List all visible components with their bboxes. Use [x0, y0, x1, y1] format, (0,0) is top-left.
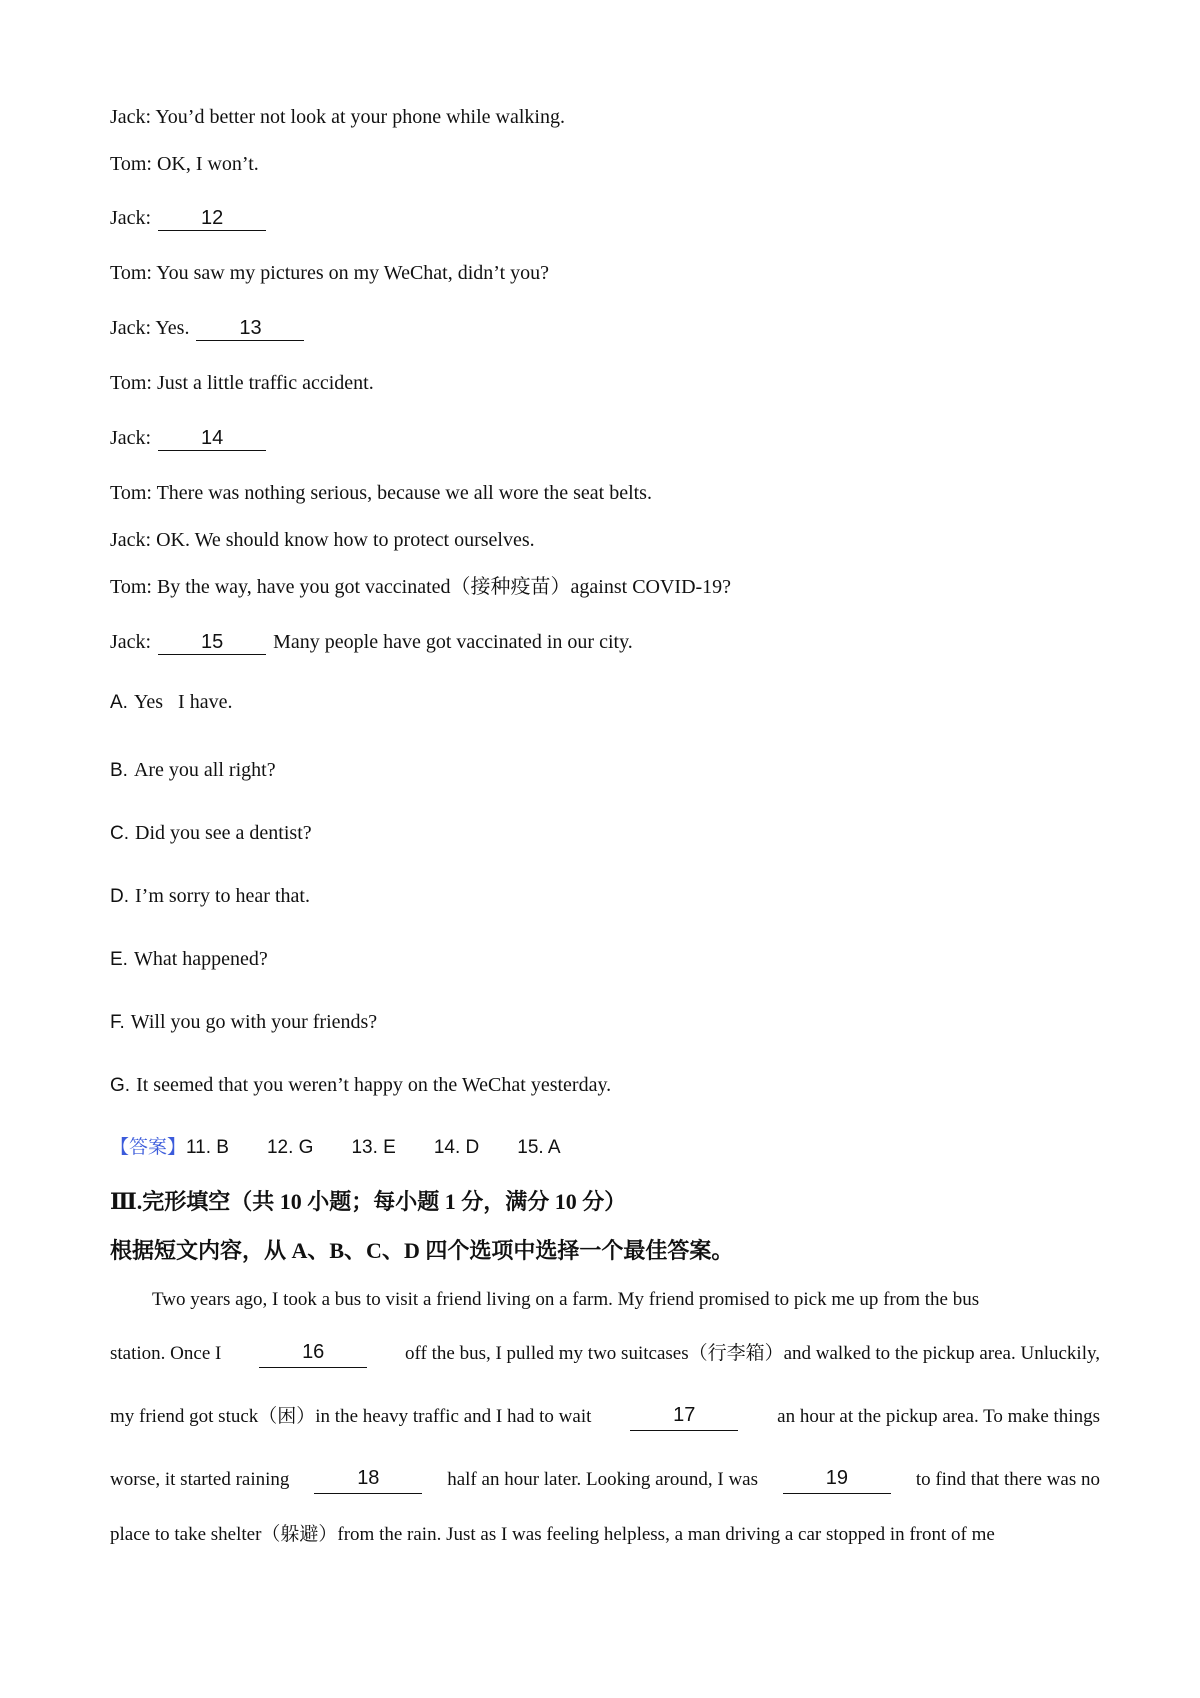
speaker: Tom: [110, 153, 152, 175]
option-d [110, 882, 310, 911]
option-f [110, 1008, 377, 1037]
section-instruction: 根据短文内容，从 A、B、C、D 四个选项中选择一个最佳答案。 [110, 1238, 734, 1263]
dialogue-line-2 [110, 150, 259, 178]
option-text: Will you go with your friends? [130, 1011, 378, 1033]
dialogue-line-5 [110, 314, 306, 342]
option-text: I’m sorry to hear that. [135, 885, 310, 907]
passage-text: Two years ago, I took a bus to visit a friend living on a farm. My friend promised to pick me up from the bus [152, 1289, 980, 1310]
dialogue-line-11 [110, 628, 633, 656]
answer-item: 12. G [266, 1137, 314, 1158]
dialogue-line-3 [110, 204, 268, 232]
section-title: Ⅲ.完形填空（共 10 小题；每小题 1 分，满分 10 分） [110, 1189, 627, 1214]
dialogue-text: You saw my pictures on my WeChat, didn’t you? [156, 262, 550, 284]
passage-text: my friend got stuck（困）in the heavy traffic and I had to wait [110, 1406, 592, 1427]
blank-15[interactable]: 15 [158, 630, 266, 655]
blank-12[interactable]: 12 [158, 206, 266, 231]
answer-line [110, 1134, 599, 1162]
option-letter: C. [110, 823, 129, 844]
dialogue-text: Just a little traffic accident. [156, 372, 374, 394]
speaker: Tom: [110, 482, 152, 504]
dialogue-line-9 [110, 526, 535, 554]
speaker: Jack: [110, 529, 152, 551]
passage-text: place to take shelter（躲避）from the rain. Just as I was feeling helpless, a man driving a car stopped in front of me [110, 1524, 995, 1545]
answer-item: 14. D [433, 1137, 480, 1158]
option-letter: B. [110, 760, 128, 781]
blank-16[interactable]: 16 [259, 1340, 367, 1368]
option-letter: E. [110, 949, 128, 970]
dialogue-line-10 [110, 573, 731, 601]
speaker: Jack: [110, 106, 152, 128]
dialogue-text: OK, I won’t. [156, 153, 259, 175]
option-letter: D. [110, 886, 129, 907]
dialogue-text: OK. We should know how to protect ourselves. [156, 529, 535, 551]
option-letter: G. [110, 1075, 131, 1096]
option-b [110, 756, 276, 785]
option-letter: F. [110, 1012, 125, 1033]
dialogue-text: You’d better not look at your phone while walking. [155, 106, 565, 128]
answer-item: 11. B [186, 1137, 229, 1158]
blank-14[interactable]: 14 [158, 426, 266, 451]
passage-line-4 [110, 1466, 1100, 1494]
dialogue-line-1 [110, 103, 565, 131]
blank-18[interactable]: 18 [314, 1466, 422, 1494]
answer-tag: 【答案】 [110, 1137, 187, 1158]
speaker: Jack: [110, 427, 152, 449]
dialogue-text: Yes. [155, 317, 190, 339]
speaker: Tom: [110, 262, 152, 284]
answer-item: 15. A [517, 1137, 561, 1158]
dialogue-line-6 [110, 369, 374, 397]
dialogue-text: Many people have got vaccinated in our city. [273, 631, 633, 653]
speaker: Jack: [110, 317, 152, 339]
dialogue-text: By the way, have you got vaccinated（接种疫苗）against COVID-19? [156, 576, 732, 598]
blank-17[interactable]: 17 [630, 1403, 738, 1431]
dialogue-line-4 [110, 259, 549, 287]
passage-line-1 [110, 1286, 1100, 1314]
passage-text: half an hour later. Looking around, I was [447, 1469, 758, 1490]
option-letter: A. [110, 692, 128, 713]
option-text: Did you see a dentist? [135, 822, 312, 844]
passage-text: off the bus, I pulled my two suitcases（行李箱）and walked to the pickup area. Unluckily, [405, 1343, 1100, 1364]
dialogue-line-8 [110, 479, 652, 507]
passage-line-3 [110, 1403, 1100, 1431]
option-a [110, 688, 232, 717]
option-text: Yes I have. [133, 691, 233, 713]
passage-text: an hour at the pickup area. To make things [777, 1406, 1100, 1427]
passage-line-5 [110, 1521, 1100, 1549]
dialogue-line-7 [110, 424, 268, 452]
speaker: Tom: [110, 576, 152, 598]
option-text: What happened? [133, 948, 268, 970]
option-g [110, 1071, 611, 1100]
passage-line-2 [110, 1340, 1100, 1368]
passage-text: worse, it started raining [110, 1469, 290, 1490]
option-text: It seemed that you weren’t happy on the WeChat yesterday. [136, 1074, 612, 1096]
speaker: Tom: [110, 372, 152, 394]
option-e [110, 945, 268, 974]
answer-item: 13. E [351, 1137, 396, 1158]
blank-13[interactable]: 13 [196, 316, 304, 341]
speaker: Jack: [110, 631, 152, 653]
speaker: Jack: [110, 207, 152, 229]
passage-text: to find that there was no [915, 1469, 1100, 1490]
passage-text: station. Once I [110, 1343, 222, 1364]
option-c [110, 819, 312, 848]
dialogue-text: There was nothing serious, because we all wore the seat belts. [156, 482, 652, 504]
option-text: Are you all right? [133, 759, 276, 781]
blank-19[interactable]: 19 [783, 1466, 891, 1494]
